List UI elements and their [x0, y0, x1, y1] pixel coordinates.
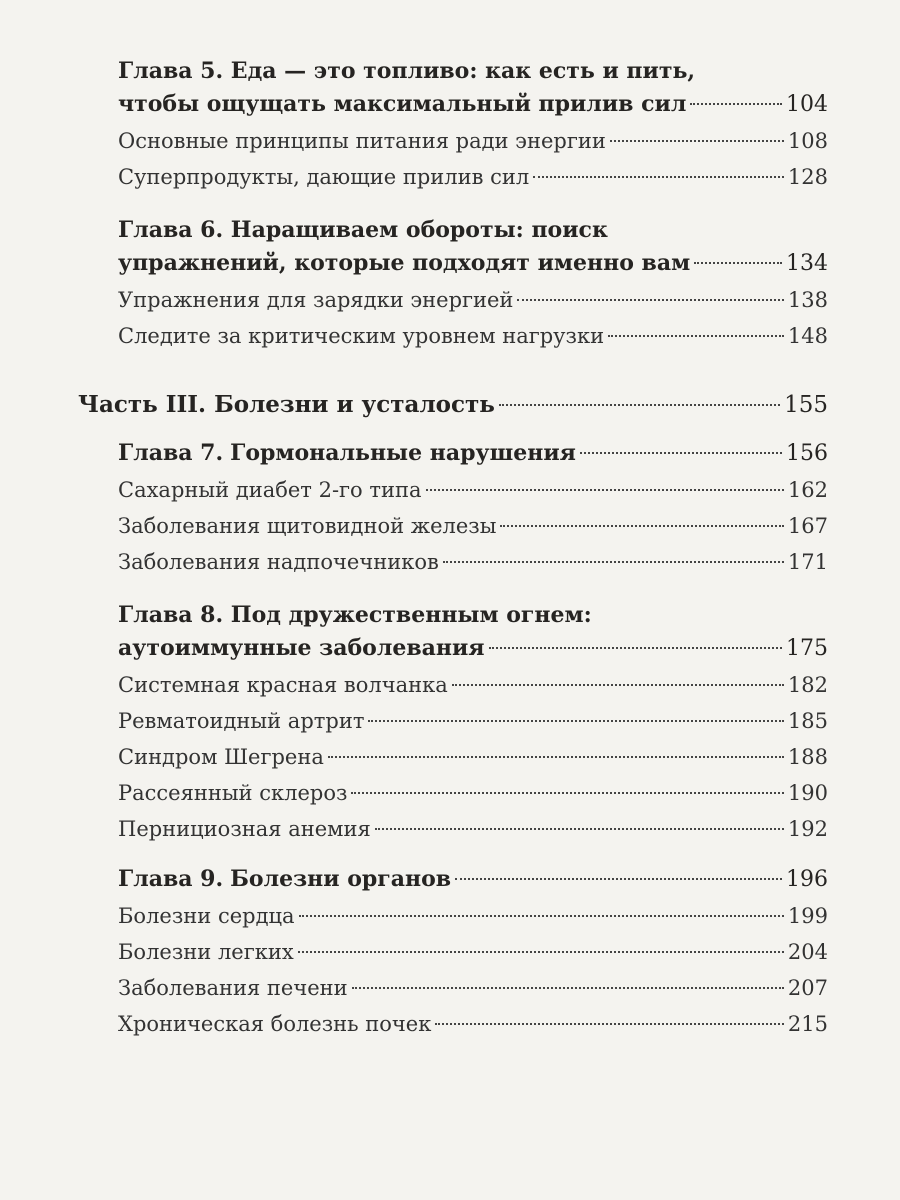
page-number: 148 — [787, 324, 828, 348]
chapter-label: Глава 5. — [118, 58, 224, 84]
toc-section[interactable] — [118, 975, 828, 1009]
dot-leader — [375, 828, 784, 830]
page-number: 215 — [787, 1012, 828, 1036]
dot-leader — [500, 525, 783, 527]
page-number: 196 — [786, 867, 828, 892]
toc-section[interactable] — [118, 513, 828, 547]
page-number: 167 — [787, 514, 828, 538]
section-title: Следите за критическим уровнем нагрузки — [118, 324, 605, 348]
dot-leader — [443, 561, 784, 563]
dot-leader — [299, 915, 784, 917]
dot-leader — [517, 299, 783, 301]
toc-section[interactable] — [118, 287, 828, 321]
chapter-title-line-2: упражнений, которые подходят именно вам — [118, 250, 691, 276]
page-number: 138 — [787, 288, 828, 312]
toc-section[interactable] — [118, 477, 828, 511]
page-number: 128 — [787, 165, 828, 189]
chapter-label: Глава 8. — [118, 602, 224, 628]
dot-leader — [489, 647, 782, 649]
toc-section[interactable] — [118, 549, 828, 583]
dot-leader — [328, 756, 784, 758]
dot-leader — [455, 878, 782, 880]
section-title: Ревматоидный артрит — [118, 709, 365, 733]
section-title: Хроническая болезнь почек — [118, 1012, 432, 1036]
dot-leader — [352, 987, 784, 989]
dot-leader — [533, 176, 784, 178]
toc-section[interactable] — [118, 1011, 828, 1045]
chapter-title-line-2: чтобы ощущать максимальный прилив сил — [118, 91, 687, 117]
section-title: Заболевания щитовидной железы — [118, 514, 497, 538]
toc-section[interactable] — [118, 128, 828, 162]
page-number: 188 — [787, 745, 828, 769]
chapter-title-line-1: Наращиваем обороты: поиск — [230, 217, 608, 243]
page-number: 204 — [787, 940, 828, 964]
page-number: 104 — [786, 92, 828, 117]
dot-leader — [368, 720, 783, 722]
page-number: 155 — [784, 392, 828, 418]
dot-leader — [690, 103, 782, 105]
page-number: 185 — [787, 709, 828, 733]
page-number: 175 — [786, 636, 828, 661]
chapter-title-line-2: аутоиммунные заболевания — [118, 635, 485, 661]
section-title: Системная красная волчанка — [118, 673, 448, 697]
chapter-label: Глава 9. — [118, 866, 224, 892]
section-title: Пернициозная анемия — [118, 817, 371, 841]
page-number: 108 — [787, 129, 828, 153]
dot-leader — [351, 792, 783, 794]
page-number: 156 — [786, 441, 828, 466]
part-title: Часть III. Болезни и усталость — [78, 391, 495, 418]
toc-section[interactable] — [118, 744, 828, 778]
toc-section[interactable] — [118, 816, 828, 850]
dot-leader — [694, 262, 782, 264]
page-number: 162 — [787, 478, 828, 502]
chapter-label: Глава 6. — [118, 217, 224, 243]
chapter-title-line-1: Под дружественным огнем: — [230, 602, 592, 628]
toc-chapter-6[interactable] — [118, 217, 828, 285]
toc-section[interactable] — [118, 323, 828, 357]
page-number: 171 — [787, 550, 828, 574]
section-title: Заболевания печени — [118, 976, 348, 1000]
chapter-title: Гормональные нарушения — [230, 440, 576, 466]
toc-section[interactable] — [118, 939, 828, 973]
page-number: 199 — [787, 904, 828, 928]
section-title: Упражнения для зарядки энергией — [118, 288, 514, 312]
dot-leader — [452, 684, 784, 686]
page-number: 182 — [787, 673, 828, 697]
toc-section[interactable] — [118, 708, 828, 742]
toc-section[interactable] — [118, 672, 828, 706]
dot-leader — [580, 452, 782, 454]
section-title: Заболевания надпочечников — [118, 550, 439, 574]
section-title: Рассеянный склероз — [118, 781, 348, 805]
section-title: Болезни сердца — [118, 904, 295, 928]
page-number: 134 — [786, 251, 828, 276]
dot-leader — [499, 404, 780, 406]
dot-leader — [435, 1023, 784, 1025]
section-title: Сахарный диабет 2-го типа — [118, 478, 422, 502]
dot-leader — [608, 335, 784, 337]
toc-section[interactable] — [118, 903, 828, 937]
dot-leader — [610, 140, 784, 142]
page-number: 190 — [787, 781, 828, 805]
toc-section[interactable] — [118, 164, 828, 198]
toc-chapter-7[interactable] — [118, 441, 828, 475]
chapter-label: Глава 7. — [118, 440, 224, 466]
toc-chapter-8[interactable] — [118, 602, 828, 670]
dot-leader — [426, 489, 784, 491]
page-number: 192 — [787, 817, 828, 841]
section-title: Основные принципы питания ради энергии — [118, 129, 606, 153]
chapter-title: Болезни органов — [230, 866, 452, 892]
toc-chapter-5[interactable] — [118, 58, 828, 126]
chapter-title-line-1: Еда — это топливо: как есть и пить, — [230, 58, 696, 84]
page-number: 207 — [787, 976, 828, 1000]
toc-chapter-9[interactable] — [118, 867, 828, 901]
dot-leader — [298, 951, 784, 953]
section-title: Суперпродукты, дающие прилив сил — [118, 165, 530, 189]
section-title: Синдром Шегрена — [118, 745, 324, 769]
toc-part-3[interactable] — [78, 392, 828, 426]
section-title: Болезни легких — [118, 940, 294, 964]
toc-section[interactable] — [118, 780, 828, 814]
